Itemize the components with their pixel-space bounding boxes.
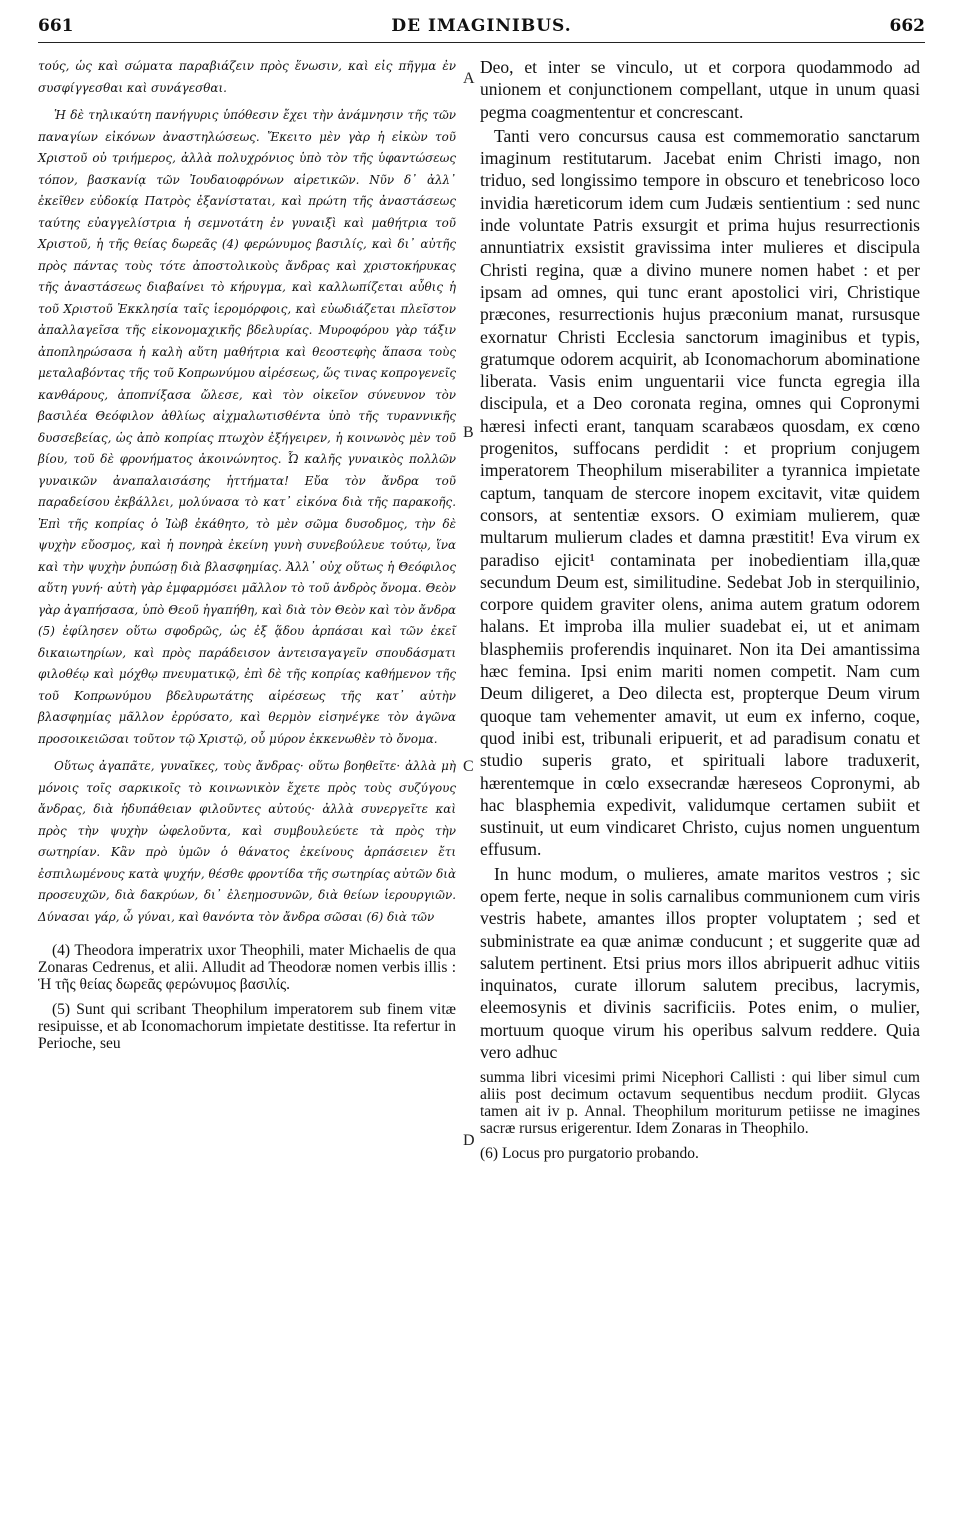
margin-letter-a: A bbox=[463, 70, 475, 87]
greek-footnotes bbox=[38, 942, 456, 1052]
footnote: summa libri vicesimi primi Nicephori Callisti : qui liber simul cum aliis post decimum octavum sequentibus necdum prodiit. Glycas tamen ait iv p. Annal. Theophilum moriturum petiisse ne imagines sacræ rursus erigerentur. Idem Zonaras in Theophilo. bbox=[480, 1069, 920, 1138]
page-number-left: 661 bbox=[38, 16, 74, 36]
greek-paragraph: Ἡ δὲ τηλικαύτη πανήγυρις ὑπόθεσιν ἔχει τὴν ἀνάμνησιν τῆς τῶν παναγίων εἰκόνων ἀναστηλώσεως. Ἔκειτο μὲν γὰρ ἡ εἰκὼν τοῦ Χριστοῦ οὐ τριήμερος, ἀλλὰ πολυχρόνιος ὑπὸ τὸν τῆς ὑφαντώσεως τόπον, βασκανίᾳ τῶν Ἰουδαιοφρόνων αἱρετικῶν. Νῦν δ᾽ ἀλλ᾽ ἐκεῖθεν εὐδοκίᾳ Πατρὸς ἐξανίσταται, καὶ πρώτη τῆς ἀναστάσεως ταύτης εὐαγγελίστρια ἡ σεμνοτάτη ἐν γυναιξὶ καὶ μαθήτρια τοῦ Χριστοῦ, ἡ τῆς θείας δωρεᾶς (4) φερώνυμος βασιλίς, καὶ δι᾽ αὐτῆς πρὸς πάντας τοὺς τότε ἀποστολικοὺς ἄνδρας καὶ χριστοκήρυκας τῆς ἀναστάσεως διαβαίνει τὸ κήρυγμα, καὶ καλλωπίζεται αὖθις ἡ τοῦ Χριστοῦ Ἐκκλησία ταῖς ἱερομόρφοις, καὶ εὐωδιάζεται πλεῖστον ἀπαλλαγεῖσα τῆς εἰκονομαχικῆς βδελυρίας. Μυροφόρου γὰρ τάξιν ἀποπληρώσασα ἡ καλὴ αὕτη μαθήτρια καὶ θεοστεφὴς ἅπασα τοὺς μεταλαβόντας τῆς τοῦ Κοπρωνύμου αἱρέσεως, ὥς τινας κοπρογενεῖς κανθάρους, ἀποπνίξασα ὤλεσε, καὶ τὸν οἰκεῖον σύνευνον τὸν βασιλέα Θεόφιλον ἀθλίως αἰχμαλωτισθέντα ὑπὸ τῆς τυραννικῆς δυσσεβείας, ὡς ἀπὸ κοπρίας πτωχὸν ἐξήγειρεν, ἡ κοινωνὸς μὲν τοῦ βίου, τοῦ δὲ φρονήματος ἀκοινώνητος. Ὦ καλῆς γυναικὸς πολλῶν γυναικῶν ἀναπαλαισάσης ἡττήματα! Εὔα τὸν ἄνδρα τοῦ παραδείσου ἐκβάλλει, μολύνασα τὸ κατ᾽ εἰκόνα διὰ τῆς παρακοῆς. Ἐπὶ τῆς κοπρίας ὁ Ἰὼβ ἐκάθητο, τὸ μὲν σῶμα δυσοδμος, τὴν δὲ ψυχὴν εὔοσμος, καὶ ἡ πονηρὰ ἐκείνη γυνὴ συνεβούλευε τούτῳ, ἵνα καὶ τὴν ψυχὴν ῥυπώσῃ διὰ βλασφημίας. Ἀλλ᾽ οὐχ οὕτως ἡ Θεόφιλος αὕτη γυνή· αὐτὴ γὰρ ἐμφαρμόσει μᾶλλον τὸ τοῦ ἀνδρὸς ὄνομα. Θεὸν γὰρ ἀγαπήσασα, ὑπὸ Θεοῦ ἠγαπήθη, καὶ διὰ τὸν Θεὸν καὶ τὸν ἄνδρα (5) ἐφίλησεν οὕτω σφοδρῶς, ὡς ἐξ ᾅδου ἁρπάσαι καὶ τῶν ἐκεῖ δικαιωτηρίων, καὶ πρὸς παράδεισον ἀντεισαγαγεῖν σπουδάσματι φιλοθέῳ καὶ μόχθῳ πνευματικῷ, ἐπὶ δὲ τῆς κοπρίας καθήμενον τῆς τοῦ Κοπρωνύμου βδελυρωτάτης αἱρέσεως τῆς κατ᾽ αὐτὴν βλασφημίας μᾶλλον ἐρρύσατο, καὶ θερμὸν εἰσηνέγκε τὸν ἀγῶνα προσοικειῶσαι τοῦτον τῷ Χριστῷ, οὗ μύρον ἐκκενωθὲν τὸ ὄνομα. bbox=[38, 108, 456, 746]
margin-letter-b: B bbox=[463, 424, 474, 441]
margin-letter-d: D bbox=[463, 1132, 475, 1149]
latin-paragraph: Tanti vero concursus causa est commemoratio sanctarum imaginum restitutarum. Jacebat enim Christi imago, non triduo, sed longissimo tempore in obscuro et tenebricoso loco invidia hæreticorum idem cum Judæis sentientium : sed nunc inde voluntate Patris exsurgit et prima hujus resurrectionis annuntiatrix exsistit gravissima inter mulieres et discipula Christi regina, quæ a divino munere nomen habet : et per ipsam ad omnes, qui tunc erant apostolici viri, Christique præcones, resurrectionis hujus præconium manat, rursusque exornatur Christi Ecclesia sanctorum imaginibus et typis, gratumque odorem acquirit, ab Iconomachorum abominatione liberata. Vasis enim unguentarii vice functa egregia illa discipula, et a Deo coronata regina, omnes qui Copronymi hæresi infecti erant, tanquam scarabæos quosdam, ex cœno progenitos, suffocans perdidit : et proprium conjugem imperatorem Theophilum miserabiliter a tyrannica impietate captum, tanquam de stercore inopem excitavit, vitæ quidem consors, at sententiæ exsors. O eximiam mulierem, quæ multarum mulierum clades et damna præstitit! Eva virum ex paradiso ejicit¹ contaminata per inobedientiam illa,quæ secundum Deum est, similitudine. Sedebat Job in sterquilinio, corpore quidem graviter olens, anima autem gratum odorem halans. Et improba illa mulier suadebat ei, ut et animam blasphemiis proferendis inquinaret. Non ita Dei amantissima hæc femina. Ipsi enim mariti nomen competit. Nam cum Deum diligeret, a Deo dilecta est, propterque Deum virum quoque tam vehementer amavit, ut eum ex inferno, coque, quod inibi est, tribunali eripuerit, et ad paradisum conatu et studio superis grato, et spirituali labore traduxerit, hærentemque in cœlo exsecrandæ hæreseos Copronymi, ab hac blasphemia expedivit, validumque certamen subiit et sustinuit, ut eum vindicaret Christo, cujus nomen unguentum effusum. bbox=[480, 125, 920, 860]
header-rule bbox=[38, 42, 925, 43]
latin-paragraph: In hunc modum, o mulieres, amate maritos vestros ; sic opem ferte, neque in solis carnalibus communionem cum viris vestris habete, amantes illos propter voluptatem ; sed et subministrate ea quæ animæ conducunt ; et suggerite quæ ad salutem pertinent. Etsi prius mors illos abripuerit adhuc vitiis inquinatos, curate illorum salutem precibus, lacrymis, eleemosynis et divinis sacrificiis. Potes enim, o mulier, mortuum quoque virum his operibus salvum reddere. Quia vero adhuc bbox=[480, 863, 920, 1063]
latin-footnotes bbox=[480, 1069, 920, 1162]
latin-paragraph: Deo, et inter se vinculo, ut et corpora quodammodo ad unionem et conjunctionem compellant, utque in unum quasi pegma coagmententur et concrescant. bbox=[480, 57, 920, 122]
page-number-right: 662 bbox=[889, 16, 925, 36]
latin-column bbox=[480, 56, 920, 1170]
footnote: (6) Locus pro purgatorio probando. bbox=[480, 1145, 699, 1163]
greek-paragraph: τούς, ὡς καὶ σώματα παραβιάζειν πρὸς ἕνωσιν, καὶ εἰς πῆγμα ἐν συσφίγγεσθαι καὶ συνάγεσθαι. bbox=[38, 59, 456, 95]
page-header bbox=[38, 8, 925, 38]
greek-column bbox=[38, 56, 456, 1060]
greek-paragraph: Οὕτως ἀγαπᾶτε, γυναῖκες, τοὺς ἄνδρας· οὕτω βοηθεῖτε· ἀλλὰ μὴ μόνοις τοῖς σαρκικοῖς τὸ κοινωνικὸν ἔχετε πρὸς τοὺς συζύγους ἄνδρας, διὰ ἡδυπάθειαν φιλοῦντες αὐτούς· ἀλλὰ συνεργεῖτε καὶ πρὸς τὴν ψυχὴν ὠφελοῦντα, καὶ συμβουλεύετε τὰ πρὸς τὴν σωτηρίαν. Κἂν πρὸ ὑμῶν ὁ θάνατος ἐκείνους ἁρπάσειεν ἔτι ἐσπιλωμένους κατὰ ψυχήν, θέσθε φροντίδα τῆς σωτηρίας αὐτῶν διὰ προσευχῶν, διὰ δακρύων, δι᾽ ἐλεημοσυνῶν, διὰ θείων ἱερουργιῶν. Δύνασαι γάρ, ὦ γύναι, καὶ θανόντα τὸν ἄνδρα σῶσαι (6) διὰ τῶν bbox=[38, 759, 456, 924]
footnote: (4) Theodora imperatrix uxor Theophili, mater Michaelis de qua Zonaras Cedrenus, et alii. Alludit ad Theodoræ nomen verbis illis : Ἡ τῆς θείας δωρεᾶς φερώνυμος βασιλίς. bbox=[38, 942, 456, 993]
running-title: DE IMAGINIBUS. bbox=[391, 16, 572, 36]
margin-letter-c: C bbox=[463, 758, 474, 775]
footnote: (5) Sunt qui scribant Theophilum imperatorem sub finem vitæ resipuisse, et ab Iconomachorum impietate destitisse. Ita refertur in Perioche, seu bbox=[38, 1001, 456, 1052]
